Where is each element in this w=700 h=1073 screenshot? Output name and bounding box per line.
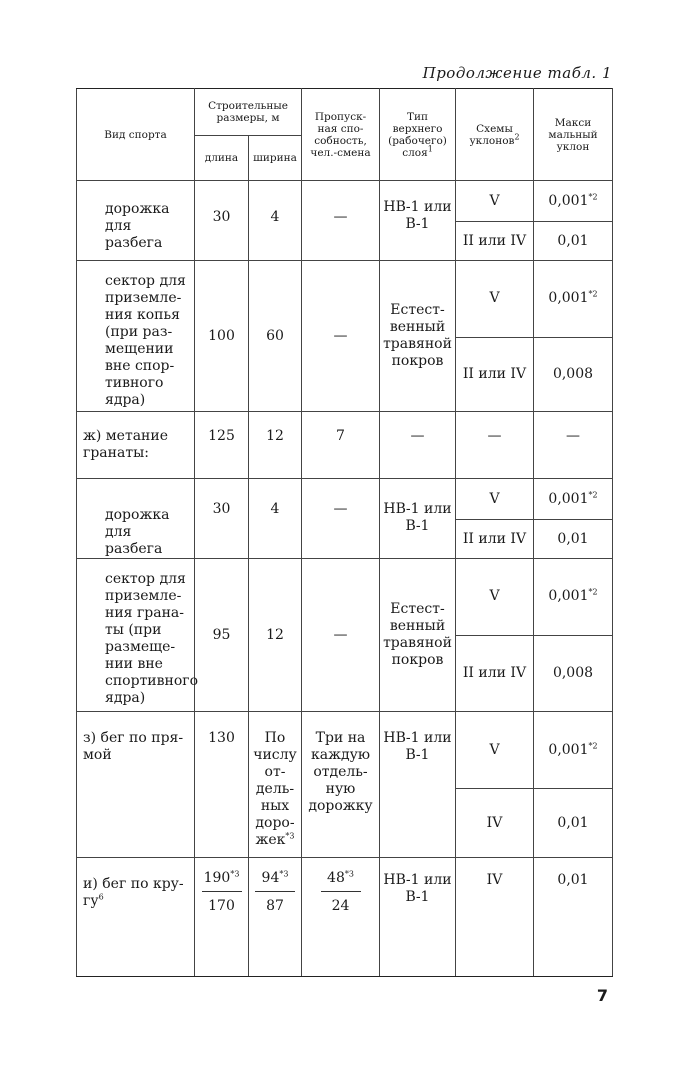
slope-scheme: II или IV: [456, 222, 534, 261]
max-slope-value: 0,001$^{*2}$: [534, 559, 613, 636]
table-row: [77, 412, 613, 479]
slope-scheme: V: [456, 559, 534, 636]
width-value: 60: [249, 261, 302, 412]
max-slope-value: 0,008: [534, 635, 613, 712]
slope-scheme: IV: [456, 789, 534, 858]
sport-name: з) бег по пря-мой: [77, 712, 195, 858]
capacity-value: 7: [302, 412, 380, 479]
capacity-value: —: [302, 181, 380, 261]
max-slope-value: —: [534, 412, 613, 479]
sports-table: [76, 88, 612, 977]
header-slopes: Схемы уклонов$^2$: [456, 89, 534, 181]
max-slope-value: 0,01: [534, 858, 613, 977]
width-value: 12: [249, 412, 302, 479]
sport-name: ж) метание гранаты:: [77, 412, 195, 479]
surface-value: Естест-венный травяной покров: [380, 559, 456, 712]
surface-value: НВ-1 или В-1: [380, 479, 456, 559]
slope-scheme: V: [456, 261, 534, 338]
slope-scheme: II или IV: [456, 635, 534, 712]
capacity-value: Три на каждую отдель-ную дорожку: [302, 712, 380, 858]
sport-name: сектор для приземле-ния грана-ты (при размеще-нии вне спортивного ядра): [77, 559, 195, 712]
slope-scheme: II или IV: [456, 337, 534, 411]
capacity-value: —: [302, 261, 380, 412]
max-slope-value: 0,01: [534, 520, 613, 559]
width-value: 12: [249, 559, 302, 712]
max-slope-value: 0,001$^{*2}$: [534, 261, 613, 338]
capacity-fraction: 48$^{*3}$ 24: [302, 858, 380, 977]
surface-value: НВ-1 или В-1: [380, 858, 456, 977]
capacity-value: —: [302, 559, 380, 712]
table-continuation-title: Продолжение табл. 1: [422, 64, 612, 82]
table-row: [77, 261, 613, 338]
max-slope-value: 0,01: [534, 789, 613, 858]
table-row: [77, 858, 613, 977]
page-number: 7: [596, 986, 608, 1005]
sport-name: дорожка для разбега: [77, 181, 195, 261]
table-row: [77, 712, 613, 789]
length-value: 95: [195, 559, 249, 712]
table-row: [77, 479, 613, 520]
slope-scheme: V: [456, 479, 534, 520]
max-slope-value: 0,008: [534, 337, 613, 411]
length-value: 30: [195, 181, 249, 261]
max-slope-value: 0,001$^{*2}$: [534, 181, 613, 222]
table-row: [77, 181, 613, 222]
max-slope-value: 0,001$^{*2}$: [534, 479, 613, 520]
slope-scheme: V: [456, 712, 534, 789]
surface-value: НВ-1 или В-1: [380, 181, 456, 261]
header-build-sizes: Строительные размеры, м: [195, 89, 302, 136]
surface-value: НВ-1 или В-1: [380, 712, 456, 858]
sport-name: дорожка для разбега: [77, 479, 195, 559]
slope-scheme: II или IV: [456, 520, 534, 559]
length-fraction: 190$^{*3}$ 170: [195, 858, 249, 977]
header-width: ширина: [249, 136, 302, 181]
capacity-value: —: [302, 479, 380, 559]
length-value: 125: [195, 412, 249, 479]
header-capacity: Пропуск-ная спо-собность, чел.-смена: [302, 89, 380, 181]
length-value: 130: [195, 712, 249, 858]
width-fraction: 94$^{*3}$ 87: [249, 858, 302, 977]
table-row: [77, 559, 613, 636]
header-max-slope: Макси мальный уклон: [534, 89, 613, 181]
slope-scheme: IV: [456, 858, 534, 977]
header-sport: Вид спорта: [77, 89, 195, 181]
length-value: 30: [195, 479, 249, 559]
slope-scheme: V: [456, 181, 534, 222]
length-value: 100: [195, 261, 249, 412]
width-value: 4: [249, 479, 302, 559]
surface-value: —: [380, 412, 456, 479]
sport-name: и) бег по кру-$гу^6$: [77, 858, 195, 977]
width-value: 4: [249, 181, 302, 261]
slope-scheme: —: [456, 412, 534, 479]
header-length: длина: [195, 136, 249, 181]
surface-value: Естест-венный травяной покров: [380, 261, 456, 412]
sport-name: сектор для приземле-ния копья (при раз-мещении вне спор-тивного ядра): [77, 261, 195, 412]
max-slope-value: 0,001$^{*2}$: [534, 712, 613, 789]
max-slope-value: 0,01: [534, 222, 613, 261]
header-surface: Тип верхнего (рабочего) слоя$^1$: [380, 89, 456, 181]
width-value: По числу от-дель-ных доро-жек$^{*3}$: [249, 712, 302, 858]
